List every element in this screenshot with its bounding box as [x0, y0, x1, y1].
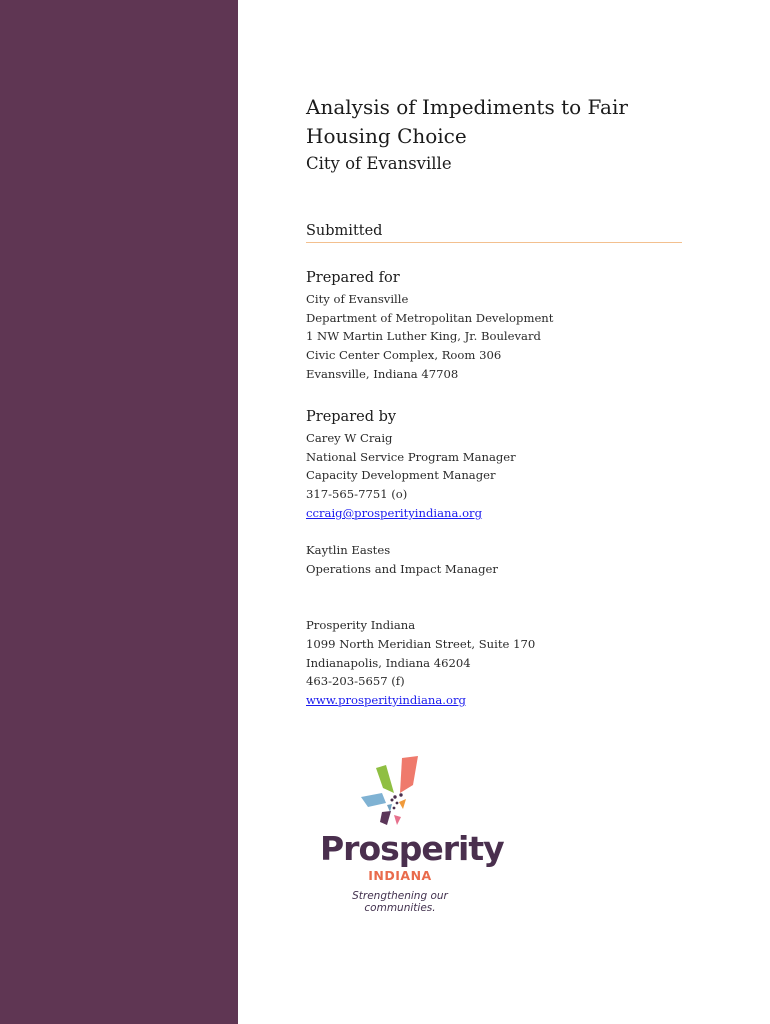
contact-phone: 317-565-7751 (o) [306, 487, 408, 501]
prosperity-indiana-logo [320, 755, 504, 914]
org-name: Prosperity Indiana [306, 618, 416, 632]
title-line-1: Analysis of Impediments to Fair [306, 95, 628, 119]
org-fax: 463-203-5657 (f) [306, 674, 405, 688]
logo-tagline: Strengthening our communities. [352, 890, 448, 914]
org-address: 1099 North Meridian Street, Suite 170 [306, 637, 536, 651]
document-subtitle: City of Evansville [306, 154, 452, 173]
document-title [306, 93, 686, 151]
contact-email-link[interactable]: ccraig@prosperityindiana.org [306, 506, 483, 520]
prepared-by-heading: Prepared by [306, 409, 397, 425]
prepared-for-heading: Prepared for [306, 270, 400, 286]
logo-wordmark: Prosperity [320, 829, 504, 868]
contact-name: Carey W Craig [306, 431, 393, 445]
prepared-for-line: Evansville, Indiana 47708 [306, 367, 459, 381]
prepared-for-line: City of Evansville [306, 292, 409, 306]
contact-role: Operations and Impact Manager [306, 562, 498, 576]
prepared-for-line: Civic Center Complex, Room 306 [306, 348, 502, 362]
website-link[interactable]: www.prosperityindiana.org [306, 693, 466, 707]
contact-name: Kaytlin Eastes [306, 543, 391, 557]
logo-subtitle: INDIANA [368, 868, 432, 883]
org-address: Indianapolis, Indiana 46204 [306, 656, 471, 670]
prepared-for-line: 1 NW Martin Luther King, Jr. Boulevard [306, 329, 541, 343]
flower-burst-icon [356, 755, 426, 833]
divider-rule [306, 242, 682, 243]
contact-role: Capacity Development Manager [306, 468, 496, 482]
title-line-2: Housing Choice [306, 124, 467, 148]
submitted-heading: Submitted [306, 223, 383, 239]
sidebar-band [0, 0, 238, 1024]
prepared-for-line: Department of Metropolitan Development [306, 311, 554, 325]
contact-role: National Service Program Manager [306, 450, 516, 464]
